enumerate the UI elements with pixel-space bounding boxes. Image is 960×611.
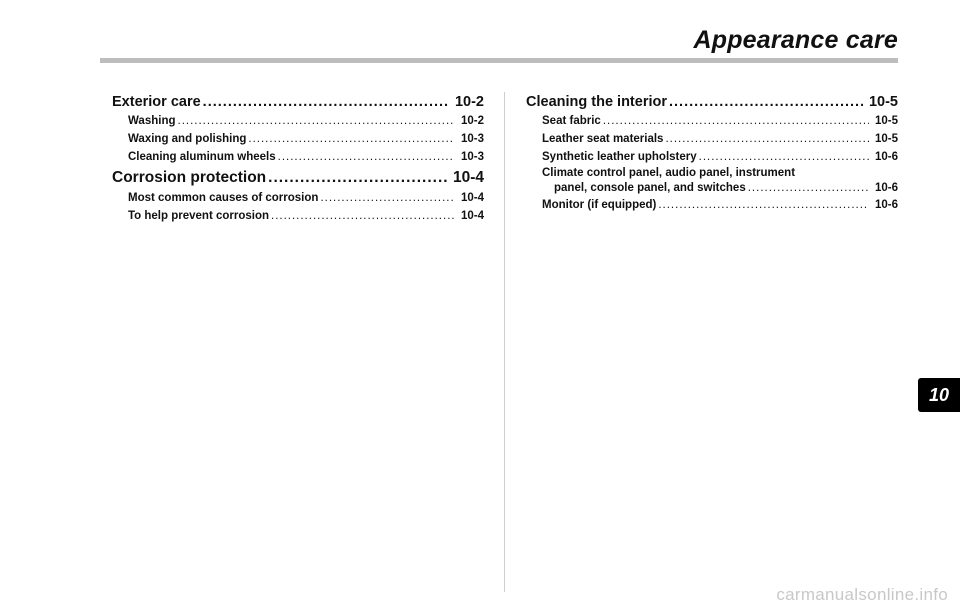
toc-entry-monitor[interactable] xyxy=(526,196,898,214)
dot-leader xyxy=(320,189,455,207)
toc-label: Climate control panel, audio panel, instrument xyxy=(542,167,796,179)
toc-page-number: 10-3 xyxy=(460,151,484,163)
toc-entry-cleaning-interior[interactable] xyxy=(526,92,898,112)
toc-page-number: 10-4 xyxy=(452,169,484,186)
title-rule xyxy=(100,58,898,63)
toc-entry-waxing-polishing[interactable] xyxy=(112,130,484,148)
dot-leader xyxy=(271,207,455,225)
dot-leader xyxy=(658,196,869,214)
toc-entry-seat-fabric[interactable] xyxy=(526,112,898,130)
toc-page-number: 10-2 xyxy=(460,115,484,127)
dot-leader xyxy=(603,112,869,130)
toc-label: Washing xyxy=(128,115,176,127)
toc-left-column xyxy=(112,92,484,225)
toc-page-number: 10-5 xyxy=(868,94,898,110)
toc-label: Monitor (if equipped) xyxy=(542,199,657,211)
dot-leader xyxy=(748,181,869,196)
toc-page-number: 10-4 xyxy=(460,210,484,222)
dot-leader xyxy=(268,167,447,189)
watermark: carmanualsonline.info xyxy=(776,585,948,604)
dot-leader xyxy=(669,92,863,112)
toc-entry-exterior-care[interactable] xyxy=(112,92,484,112)
toc-page-number: 10-6 xyxy=(874,151,898,163)
toc-label: Exterior care xyxy=(112,94,201,110)
toc-label: Seat fabric xyxy=(542,115,601,127)
toc-entry-cleaning-aluminum-wheels[interactable] xyxy=(112,148,484,166)
toc-page-number: 10-3 xyxy=(460,133,484,145)
toc-entry-washing[interactable] xyxy=(112,112,484,130)
toc-entry-causes-of-corrosion[interactable] xyxy=(112,189,484,207)
toc-entry-prevent-corrosion[interactable] xyxy=(112,207,484,225)
toc-page-number: 10-5 xyxy=(874,115,898,127)
toc-entry-control-panels[interactable] xyxy=(526,166,898,196)
toc-page-number: 10-5 xyxy=(874,133,898,145)
toc-page-number: 10-6 xyxy=(874,182,898,194)
toc-label: Cleaning aluminum wheels xyxy=(128,151,276,163)
toc-label: Leather seat materials xyxy=(542,133,664,145)
dot-leader xyxy=(278,148,455,166)
toc-page-number: 10-2 xyxy=(454,94,484,110)
toc-label: Synthetic leather upholstery xyxy=(542,151,697,163)
toc-label: Cleaning the interior xyxy=(526,94,667,110)
chapter-tab[interactable]: 10 xyxy=(918,378,960,412)
dot-leader xyxy=(178,112,455,130)
page-title: Appearance care xyxy=(693,26,898,54)
toc-label: To help prevent corrosion xyxy=(128,210,269,222)
dot-leader xyxy=(203,92,449,112)
toc-label: Corrosion protection xyxy=(112,169,267,186)
dot-leader xyxy=(699,148,869,166)
toc-label-continued: panel, console panel, and switches xyxy=(554,182,746,194)
dot-leader xyxy=(248,130,455,148)
toc-label: Most common causes of corrosion xyxy=(128,192,319,204)
dot-leader xyxy=(665,130,869,148)
toc-entry-corrosion-protection[interactable] xyxy=(112,167,484,189)
toc-label: Waxing and polishing xyxy=(128,133,247,145)
toc-entry-leather-seat-materials[interactable] xyxy=(526,130,898,148)
toc-entry-synthetic-leather[interactable] xyxy=(526,148,898,166)
toc-right-column xyxy=(526,92,898,214)
toc-page-number: 10-6 xyxy=(874,199,898,211)
column-divider xyxy=(504,92,505,592)
toc-page-number: 10-4 xyxy=(460,192,484,204)
